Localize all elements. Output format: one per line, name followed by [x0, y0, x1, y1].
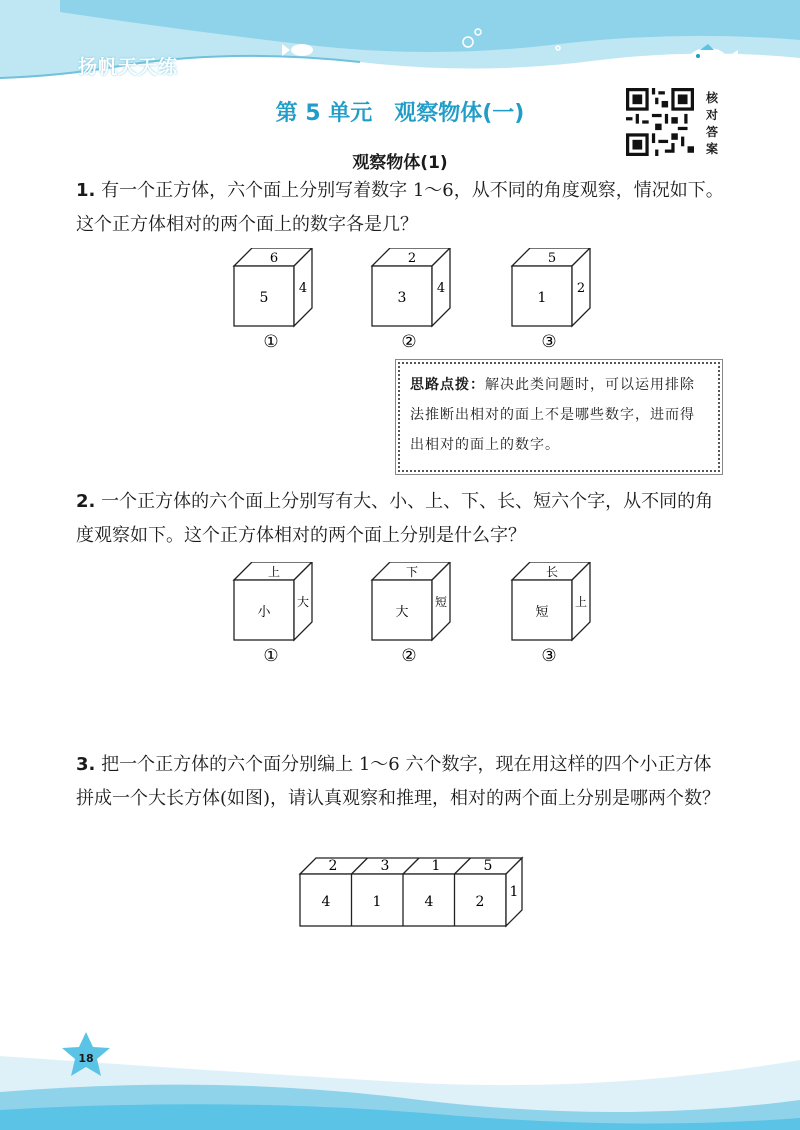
brand-logo: 扬帆天天练: [78, 56, 179, 78]
cube-side-face: 4: [436, 281, 446, 296]
cube-label: ②: [401, 646, 417, 666]
cuboid-top-face: 3: [380, 858, 390, 874]
cuboid-side-face: 1: [509, 884, 519, 900]
cube-label: ③: [541, 332, 557, 352]
qr-code-icon[interactable]: [626, 88, 694, 156]
cuboid-front-face: 2: [475, 894, 485, 910]
cube-label: ①: [263, 646, 279, 666]
cube-front-face: 5: [259, 290, 269, 306]
cube-front-face: 3: [397, 290, 407, 306]
question-2-cubes: [220, 562, 600, 670]
cube-top-face: 上: [267, 565, 281, 579]
question-number: 1.: [76, 180, 96, 201]
cube-top-face: 长: [545, 565, 559, 579]
cuboid-top-face: 2: [328, 858, 338, 874]
cube: [512, 562, 590, 666]
question-2: [76, 485, 726, 553]
question-text: 把一个正方体的六个面分别编上 1～6 六个数字，现在用这样的四个小正方体拼成一个大长方体(如图)，请认真观察和推理，相对的两个面上分别是哪两个数？: [76, 754, 721, 809]
hint-label: 思路点拨：: [410, 377, 485, 393]
question-text: 一个正方体的六个面上分别写有大、小、上、下、长、短六个字，从不同的角度观察如下。这个正方体相对的两个面上分别是什么字？: [76, 491, 714, 546]
cube-label: ②: [401, 332, 417, 352]
qr-label-char: 核: [705, 91, 718, 105]
cube: [372, 562, 450, 666]
cube: [234, 248, 312, 352]
question-1: [76, 174, 726, 242]
cube-front-face: 1: [537, 290, 547, 306]
section-title: 观察物体(1): [352, 153, 448, 173]
cube-side-face: 短: [434, 595, 448, 609]
footer-wave: [0, 1030, 800, 1130]
qr-label-char: 答: [705, 125, 718, 139]
hint-box: [398, 362, 720, 472]
question-number: 2.: [76, 491, 96, 512]
cuboid-front-face: 1: [372, 894, 382, 910]
question-text: 有一个正方体，六个面上分别写着数字 1～6，从不同的角度观察，情况如下。这个正方体相对的两个面上的数字各是几？: [76, 180, 724, 235]
cube: [512, 248, 590, 352]
cube: [372, 248, 450, 352]
hint-text: 解决此类问题时，可以运用排除法推断出相对的面上不是哪些数字，进而得出相对的面上的数字。: [410, 377, 695, 453]
cuboid-top-face: 5: [483, 858, 493, 874]
cube-top-face: 5: [547, 251, 557, 266]
cube-top-face: 6: [269, 251, 279, 266]
cube-label: ③: [541, 646, 557, 666]
unit-title: 第 5 单元 观察物体(一): [275, 101, 525, 126]
cube-top-face: 2: [407, 251, 417, 266]
cube: [234, 562, 312, 666]
page-number: 18: [78, 1052, 94, 1065]
cube-side-face: 大: [296, 595, 310, 609]
cuboid-front-face: 4: [321, 894, 331, 910]
cuboid-top-face: 1: [431, 858, 441, 874]
cube-side-face: 上: [574, 595, 588, 609]
question-3: [76, 748, 726, 816]
cube-side-face: 4: [298, 281, 308, 296]
cube-front-face: 小: [257, 605, 271, 620]
cuboid-front-face: 4: [424, 894, 434, 910]
cube-front-face: 大: [395, 605, 409, 620]
cube-front-face: 短: [535, 605, 549, 620]
cube-label: ①: [263, 332, 279, 352]
question-3-cuboid: [296, 854, 532, 932]
qr-label-char: 案: [705, 142, 718, 156]
qr-label-char: 对: [705, 108, 718, 122]
cube-top-face: 下: [405, 565, 419, 579]
question-1-cubes: [220, 248, 600, 356]
question-number: 3.: [76, 754, 96, 775]
cube-side-face: 2: [576, 281, 586, 296]
